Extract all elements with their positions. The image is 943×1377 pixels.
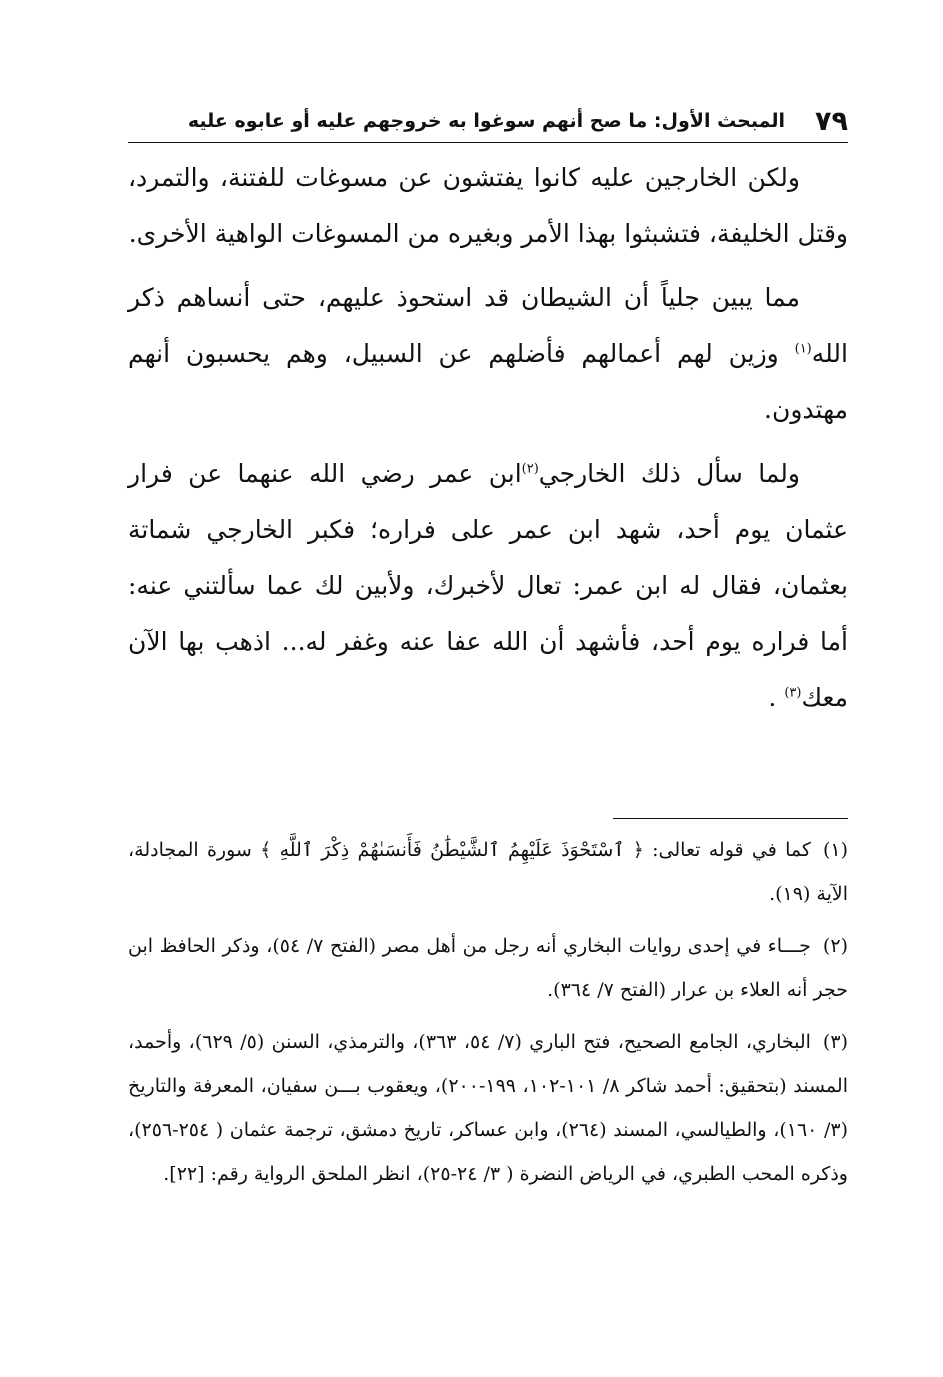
footnote-ref-2: (٢): [521, 461, 539, 477]
footnote-3-number: (٣): [822, 1031, 848, 1053]
footnotes: [128, 828, 848, 1204]
page-number: ٧٩: [815, 105, 848, 137]
footnote-1-number: (١): [822, 839, 848, 861]
paragraph-3-part-2: ابن عمر رضي الله عنهما عن فرار عثمان يوم أحد، شهد ابن عمر على فراره؛ فكبر الخارجي شماتة بعثمان، فقال له ابن عمر: تعال لأخبرك، ولأبين لك عما سألتني عنه: أما فراره يوم أحد، فأشهد أن الله عفا عنه وغفر له... اذهب بها الآن معك: [128, 459, 848, 712]
paragraph-3: [128, 446, 848, 726]
footnote-2-number: (٢): [822, 935, 848, 957]
footnote-1-text: كما في قوله تعالى: ﴿ ٱسْتَحْوَذَ عَلَيْهِمُ ٱلشَّيْطَٰنُ فَأَنسَىٰهُمْ ذِكْرَ ٱللَّهِ ﴾ سورة المجادلة، الآية (١٩).: [128, 839, 848, 905]
paragraph-2-part-1: مما يبين جلياً أن الشيطان قد استحوذ عليهم، حتى أنساهم ذكر الله: [128, 283, 848, 368]
paragraph-3-part-1: ولما سأل ذلك الخارجي: [538, 459, 800, 488]
footnote-2-text: جـــاء في إحدى روايات البخاري أنه رجل من أهل مصر (الفتح ٧/ ٥٤)، وذكر الحافظ ابن حجر أنه العلاء بن عرار (الفتح ٧/ ٣٦٤).: [128, 935, 848, 1001]
footnote-divider: [613, 818, 848, 819]
body-text: [128, 150, 848, 734]
footnote-2: [128, 924, 848, 1012]
footnote-ref-1: (١): [794, 341, 812, 357]
paragraph-2-part-2: وزين لهم أعمالهم فأضلهم عن السبيل، وهم يحسبون أنهم مهتدون.: [128, 339, 848, 424]
paragraph-1: ولكن الخارجين عليه كانوا يفتشون عن مسوغات للفتنة، والتمرد، وقتل الخليفة، فتشبثوا بهذا الأمر وبغيره من المسوغات الواهية الأخرى.: [128, 163, 848, 248]
footnote-3: [128, 1020, 848, 1196]
footnote-ref-3: (٣): [784, 685, 802, 701]
page-header: [128, 100, 848, 143]
running-title: المبحث الأول: ما صح أنهم سوغوا به خروجهم عليه أو عابوه عليه: [187, 110, 786, 132]
footnote-1: [128, 828, 848, 916]
footnote-3-text: البخاري، الجامع الصحيح، فتح الباري (٧/ ٥٤، ٣٦٣)، والترمذي، السنن (٥/ ٦٢٩)، وأحمد، المسند (بتحقيق: أحمد شاكر ٨/ ١٠١-١٠٢، ١٩٩-٢٠٠)، ويعقوب بـــن سفيان، المعرفة والتاريخ (٣/ ١٦٠)، والطيالسي، المسند (٢٦٤)، وابن عساكر، تاريخ دمشق، ترجمة عثمان ( ٢٥٤-٢٥٦)، وذكره المحب الطبري، في الرياض النضرة ( ٣/ ٢٤-٢٥)، انظر الملحق الرواية رقم: [٢٢].: [128, 1031, 848, 1185]
paragraph-3-end: .: [768, 683, 785, 712]
paragraph-2: [128, 270, 848, 438]
